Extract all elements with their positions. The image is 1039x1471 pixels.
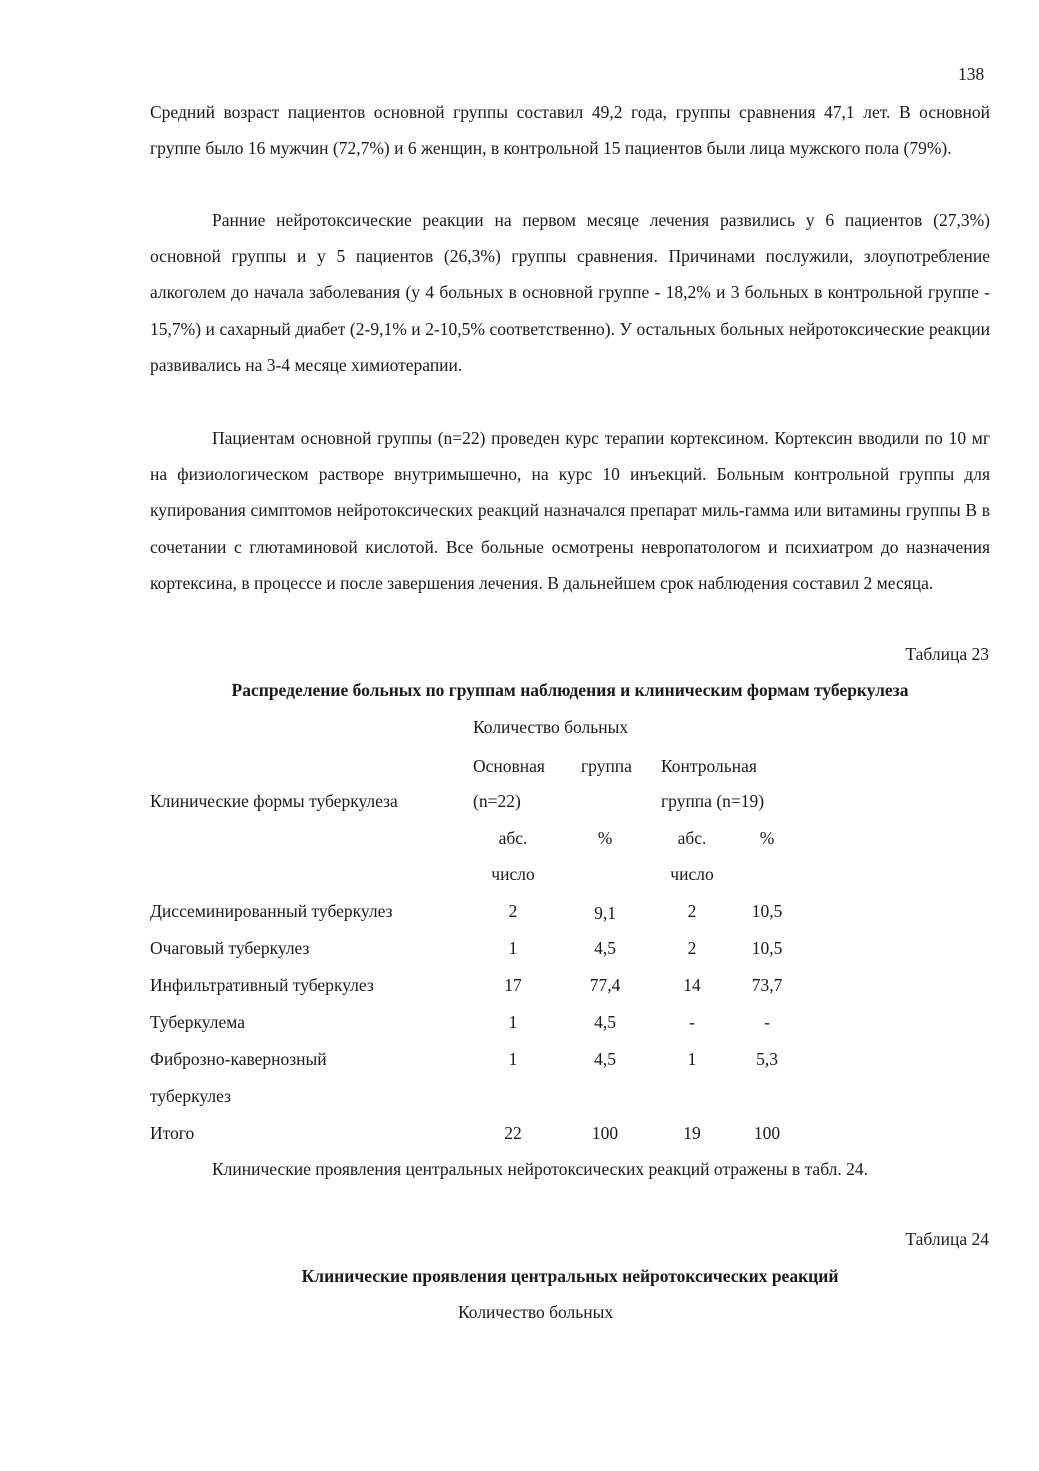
table-header-quantity: Количество больных xyxy=(473,717,629,737)
paragraph-4 xyxy=(150,1151,990,1187)
table-cell: 1 xyxy=(687,1049,697,1069)
table-24-label: Таблица 24 xyxy=(905,1229,989,1249)
table-cell: - xyxy=(764,1012,770,1032)
paragraph-1 xyxy=(150,94,990,166)
table-header-main-group-1b: группа xyxy=(581,756,632,776)
table-row-label: Фиброзно-кавернозный xyxy=(150,1049,327,1069)
table-cell: 1 xyxy=(508,1012,518,1032)
page-number: 138 xyxy=(958,64,985,84)
table-header-abs-control-2: число xyxy=(670,864,714,884)
table-cell: 5,3 xyxy=(756,1049,778,1069)
table-header-main-group-1a: Основная xyxy=(473,756,545,776)
paragraph-text: Пациентам основной группы (n=22) проведен курс терапии кортексином. Кортексин вводили по 10 мг на физиологическом растворе внутримышечно, на курс 10 инъекций. Больным контрольной группы для купирования симптомов нейротоксических реакций назначался препарат миль-гамма или витамины группы В в сочетании с глютаминовой кислотой. Все больные осмотрены невропатологом и психиатром до назначения кортексина, в процессе и после завершения лечения. В дальнейшем срок наблюдения составил 2 месяца. xyxy=(150,428,990,593)
table-cell: - xyxy=(689,1012,695,1032)
table-header-control-group-1: Контрольная xyxy=(661,756,757,776)
table-cell: 22 xyxy=(504,1123,522,1143)
table-header-abs-control: абс. xyxy=(677,828,707,848)
table-cell: 77,4 xyxy=(589,975,621,995)
table-header-abs-main: абс. xyxy=(498,828,528,848)
paragraph-text: Клинические проявления центральных нейротоксических реакций отражены в табл. 24. xyxy=(212,1159,869,1179)
paragraph-2 xyxy=(150,202,990,383)
table-row-label: Очаговый туберкулез xyxy=(150,938,310,958)
table-header-abs-main-2: число xyxy=(491,864,535,884)
table-cell: 14 xyxy=(683,975,701,995)
table-cell: 1 xyxy=(508,938,518,958)
table-cell: 19 xyxy=(683,1123,701,1143)
table-header-pct-main: % xyxy=(597,828,613,848)
table-cell: 100 xyxy=(591,1123,619,1143)
table-cell: 17 xyxy=(504,975,522,995)
table-23-label: Таблица 23 xyxy=(905,644,989,664)
table-cell: 1 xyxy=(508,1049,518,1069)
table-cell: 4,5 xyxy=(594,938,616,958)
table-header-pct-control: % xyxy=(759,828,775,848)
paragraph-3 xyxy=(150,420,990,601)
table-header-control-group-2: группа (n=19) xyxy=(661,791,765,811)
table-row-label: Диссеминированный туберкулез xyxy=(150,901,393,921)
table-header-main-group-2: (n=22) xyxy=(473,791,521,811)
table-row-label: Инфильтративный туберкулез xyxy=(150,975,374,995)
table-row-label: Итого xyxy=(150,1123,195,1143)
paragraph-text: Средний возраст пациентов основной группы составил 49,2 года, группы сравнения 47,1 лет. В основной группе было 16 мужчин (72,7%) и 6 женщин, в контрольной 15 пациентов были лица мужского пола (79%). xyxy=(150,102,990,159)
table-cell: 73,7 xyxy=(751,975,783,995)
paragraph-text: Ранние нейротоксические реакции на первом месяце лечения развились у 6 пациентов (27,3%) основной группы и у 5 пациентов (26,3%) группы сравнения. Причинами послужили, злоупотребление алкоголем до начала заболевания (у 4 больных в основной группе - 18,2% и 3 больных в контрольной группе - 15,7%) и сахарный диабет (2-9,1% и 2-10,5% соответственно). У остальных больных нейротоксические реакции развивались на 3-4 месяце химиотерапии. xyxy=(150,210,990,375)
table-cell: 10,5 xyxy=(751,938,783,958)
table-cell: 4,5 xyxy=(594,1012,616,1032)
table-23-title: Распределение больных по группам наблюдения и клиническим формам туберкулеза xyxy=(231,680,909,700)
table-cell: 9,1 xyxy=(594,903,616,923)
table-row-header: Клинические формы туберкулеза xyxy=(150,791,398,811)
table-cell: 10,5 xyxy=(751,901,783,921)
table-cell: 100 xyxy=(753,1123,781,1143)
table-row-label-cont: туберкулез xyxy=(150,1086,231,1106)
table-cell: 2 xyxy=(687,901,697,921)
table-cell: 2 xyxy=(508,901,518,921)
table-cell: 4,5 xyxy=(594,1049,616,1069)
table-24-quantity-header: Количество больных xyxy=(458,1302,614,1322)
table-row-label: Туберкулема xyxy=(150,1012,245,1032)
table-24-title: Клинические проявления центральных нейротоксических реакций xyxy=(301,1266,839,1286)
table-cell: 2 xyxy=(687,938,697,958)
